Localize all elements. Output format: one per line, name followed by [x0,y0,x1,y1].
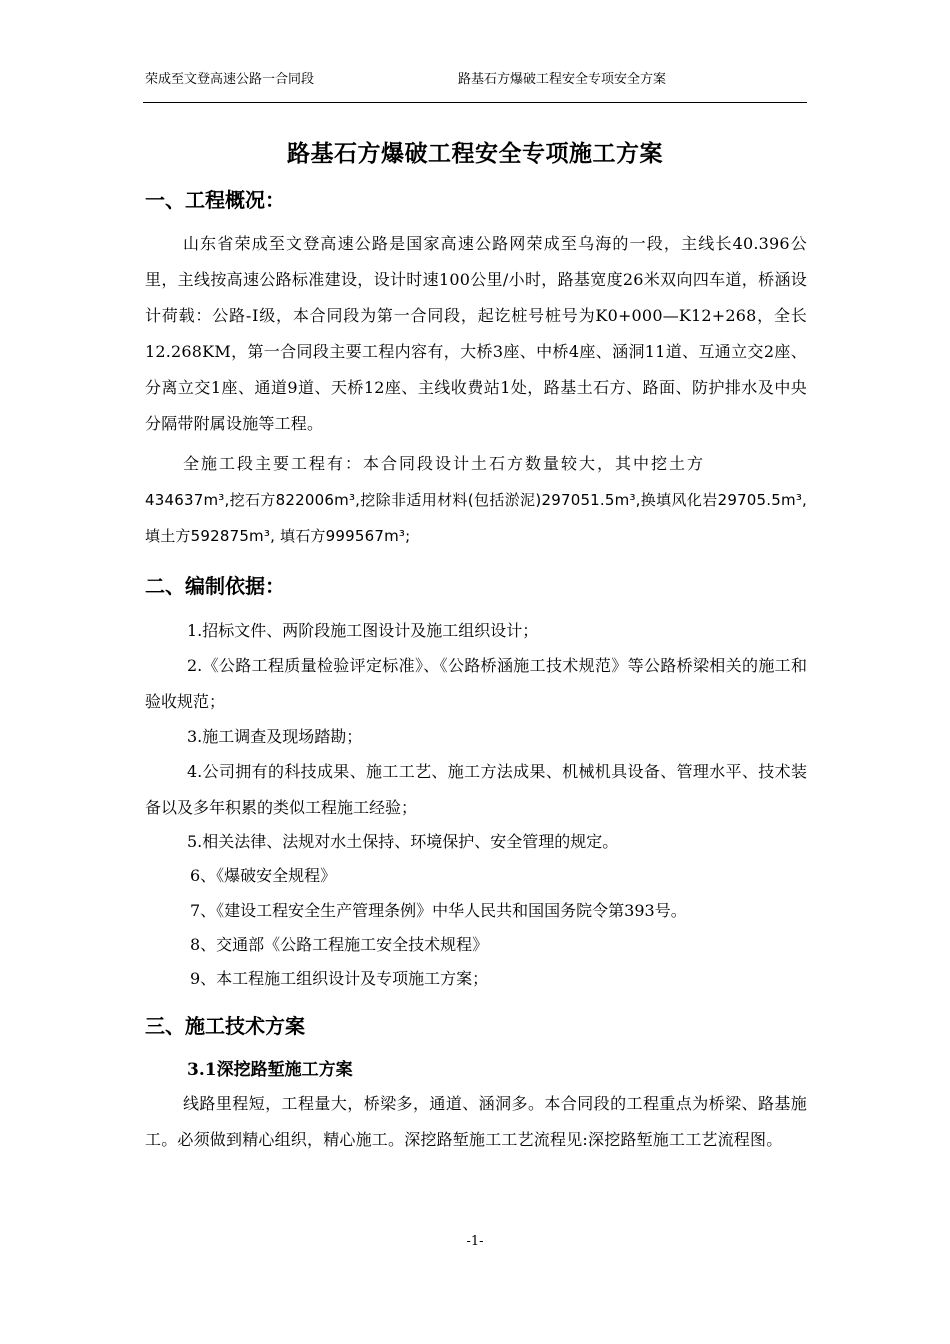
section-3-heading: 三、施工技术方案 [145,1014,305,1038]
section-1-heading: 一、工程概况： [145,188,285,212]
document-title: 路基石方爆破工程安全专项施工方案 [287,140,663,167]
section-1-paragraph-2-line-1: 全施工段主要工程有：本合同段设计土石方数量较大，其中挖土方 [183,454,706,473]
section-1-paragraph-1: 山东省荣成至文登高速公路是国家高速公路网荣成至乌海的一段，主线长40.396公里，主线按高速公路标准建设，设计时速100公里/小时，路基宽度26米双向四车道，桥涵设计荷载：公路-Ⅰ级，本合同段为第一合同段，起讫桩号桩号为K0+000—K12+268，全长12.268KM，第一合同段主要工程内容有，大桥3座、中桥4座、涵洞11道、互通立交2座、分离立交1座、通道9道、天桥12座、主线收费站1处，路基土石方、路面、防护排水及中央分隔带附属设施等工程。 [145,234,807,433]
basis-item-6: 6、《爆破安全规程》 [190,866,337,885]
subsection-3-1-heading: 3.1深挖路堑施工方案 [187,1060,353,1080]
basis-item-1: 1.招标文件、两阶段施工图设计及施工组织设计； [187,621,539,640]
basis-item-4: 4.公司拥有的科技成果、施工工艺、施工方法成果、机械机具设备、管理水平、技术装备以及多年积累的类似工程施工经验； [145,762,807,817]
header-project-name: 荣成至文登高速公路一合同段 [145,72,315,87]
section-3-paragraph: 线路里程短，工程量大，桥梁多，通道、涵洞多。本合同段的工程重点为桥梁、路基施工。必须做到精心组织，精心施工。深挖路堑施工工艺流程见:深挖路堑施工工艺流程图。 [145,1094,807,1149]
section-1-paragraph-2-continued: 434637m³,挖石方822006m³,挖除非适用材料(包括淤泥)297051.5m³,换填风化岩29705.5m³, 填土方592875m³, 填石方999567m³; [145,491,807,545]
basis-item-2: 2.《公路工程质量检验评定标准》、《公路桥涵施工技术规范》等公路桥梁相关的施工和验收规范； [145,656,807,711]
basis-item-8: 8、交通部《公路工程施工安全技术规程》 [190,935,489,954]
basis-item-5: 5.相关法律、法规对水土保持、环境保护、安全管理的规定。 [187,832,619,851]
section-2-heading: 二、编制依据： [145,574,285,598]
page-number: -1- [466,1234,484,1249]
basis-item-9: 9、本工程施工组织设计及专项施工方案； [190,969,489,988]
basis-item-7: 7、《建设工程安全生产管理条例》中华人民共和国国务院令第393号。 [190,901,687,920]
header-document-name: 路基石方爆破工程安全专项安全方案 [458,72,667,87]
header-divider [143,102,807,103]
basis-item-3: 3.施工调查及现场踏勘； [187,727,363,746]
